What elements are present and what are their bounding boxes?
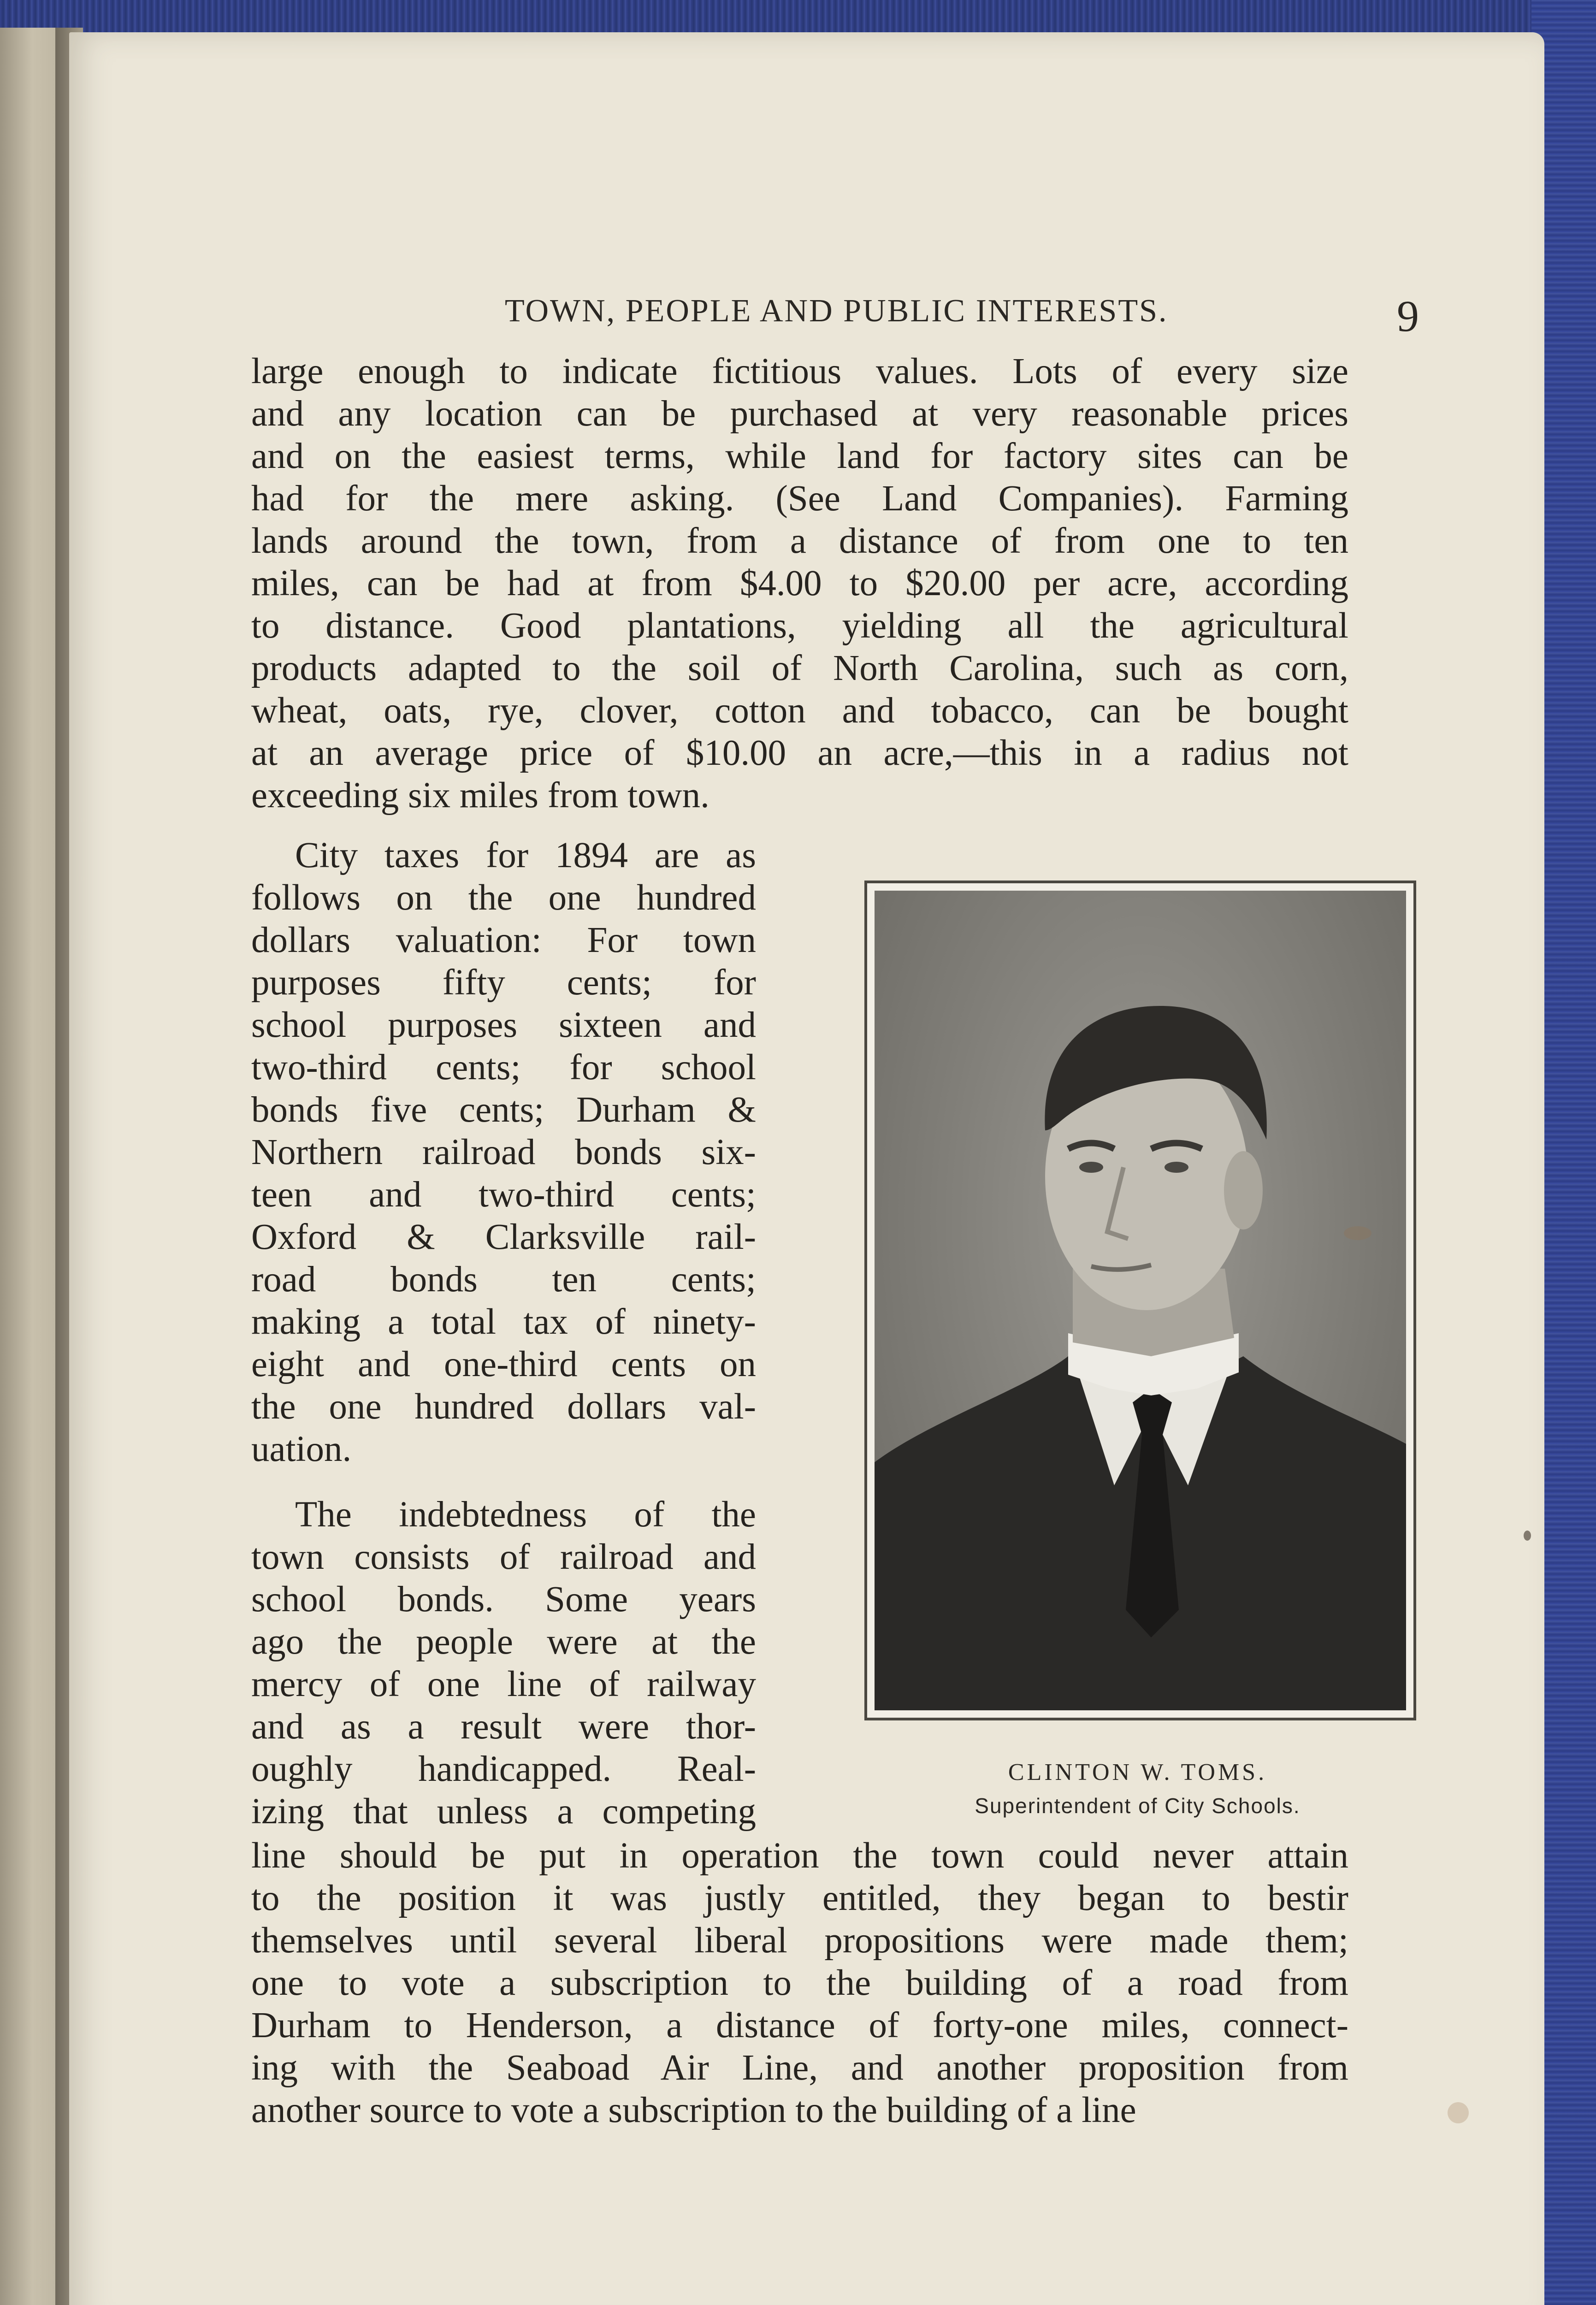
text-line: izing that unless a competing xyxy=(251,1791,756,1832)
text-line: and on the easiest terms, while land for factory sites can be xyxy=(251,436,1348,476)
text-line: The indebtedness of the xyxy=(295,1495,756,1535)
text-line: and any location can be purchased at very reasonable prices xyxy=(251,394,1348,434)
text-line: two-third cents; for school xyxy=(251,1047,756,1087)
text-line: at an average price of $10.00 an acre,—this in a radius not xyxy=(251,733,1348,773)
text-line: line should be put in operation the town could never attain xyxy=(251,1836,1348,1876)
text-line: Durham to Henderson, a distance of forty-one miles, connect- xyxy=(251,2005,1348,2045)
text-line: uation. xyxy=(251,1429,352,1469)
text-line: school purposes sixteen and xyxy=(251,1005,756,1045)
text-line: ago the people were at the xyxy=(251,1622,756,1662)
paper-stain xyxy=(1524,1531,1531,1541)
figure-caption-title: Superintendent of City Schools. xyxy=(975,1794,1300,1818)
text-line: large enough to indicate fictitious values. Lots of every size xyxy=(251,351,1348,391)
text-line: road bonds ten cents; xyxy=(251,1259,756,1300)
text-line: bonds five cents; Durham & xyxy=(251,1090,756,1130)
text-line: dollars valuation: For town xyxy=(251,920,756,960)
text-line: Oxford & Clarksville rail- xyxy=(251,1217,756,1257)
text-line: ing with the Seaboad Air Line, and another proposition from xyxy=(251,2048,1348,2088)
text-line: one to vote a subscription to the building of a road from xyxy=(251,1963,1348,2003)
text-line: mercy of one line of railway xyxy=(251,1664,756,1704)
text-line: City taxes for 1894 are as xyxy=(295,835,756,875)
text-line: wheat, oats, rye, clover, cotton and tobacco, can be bought xyxy=(251,691,1348,731)
paragraph-indebtedness-narrow xyxy=(251,1494,756,1835)
previous-page-edge xyxy=(0,28,65,2305)
running-head: TOWN, PEOPLE AND PUBLIC INTERESTS. xyxy=(505,293,1168,329)
text-line: products adapted to the soil of North Carolina, such as corn, xyxy=(251,648,1348,688)
text-line: making a total tax of ninety- xyxy=(251,1302,756,1342)
text-line: town consists of railroad and xyxy=(251,1537,756,1577)
text-line: purposes fifty cents; for xyxy=(251,963,756,1003)
portrait-frame xyxy=(864,881,1416,1720)
text-line: teen and two-third cents; xyxy=(251,1175,756,1215)
text-line: to the position it was justly entitled, they began to bestir xyxy=(251,1878,1348,1918)
book-page xyxy=(69,32,1544,2305)
text-line: Northern railroad bonds six- xyxy=(251,1132,756,1172)
portrait-photo xyxy=(875,891,1406,1710)
text-line: lands around the town, from a distance of from one to ten xyxy=(251,521,1348,561)
text-line: miles, can be had at from $4.00 to $20.00 per acre, according xyxy=(251,563,1348,603)
paragraph-indebtedness-full xyxy=(251,1835,1348,2134)
figure-caption-name: CLINTON W. TOMS. xyxy=(1008,1759,1267,1785)
text-line: exceeding six miles from town. xyxy=(251,775,709,816)
text-line: and as a result were thor- xyxy=(251,1707,756,1747)
text-line: the one hundred dollars val- xyxy=(251,1387,756,1427)
page-number: 9 xyxy=(1397,291,1419,341)
paragraph-land-values xyxy=(251,350,1348,821)
paper-stain xyxy=(1344,1226,1371,1240)
text-line: eight and one-third cents on xyxy=(251,1344,756,1384)
text-line: another source to vote a subscription to the building of a line xyxy=(251,2090,1136,2130)
paper-stain xyxy=(1448,2102,1469,2123)
text-line: to distance. Good plantations, yielding all the agricultural xyxy=(251,606,1348,646)
portrait-illustration xyxy=(875,891,1406,1710)
text-line: had for the mere asking. (See Land Companies). Farming xyxy=(251,479,1348,519)
text-line: themselves until several liberal propositions were made them; xyxy=(251,1921,1348,1961)
text-line: school bonds. Some years xyxy=(251,1579,756,1619)
paragraph-city-taxes xyxy=(251,834,756,1475)
text-line: oughly handicapped. Real- xyxy=(251,1749,756,1789)
text-line: follows on the one hundred xyxy=(251,878,756,918)
